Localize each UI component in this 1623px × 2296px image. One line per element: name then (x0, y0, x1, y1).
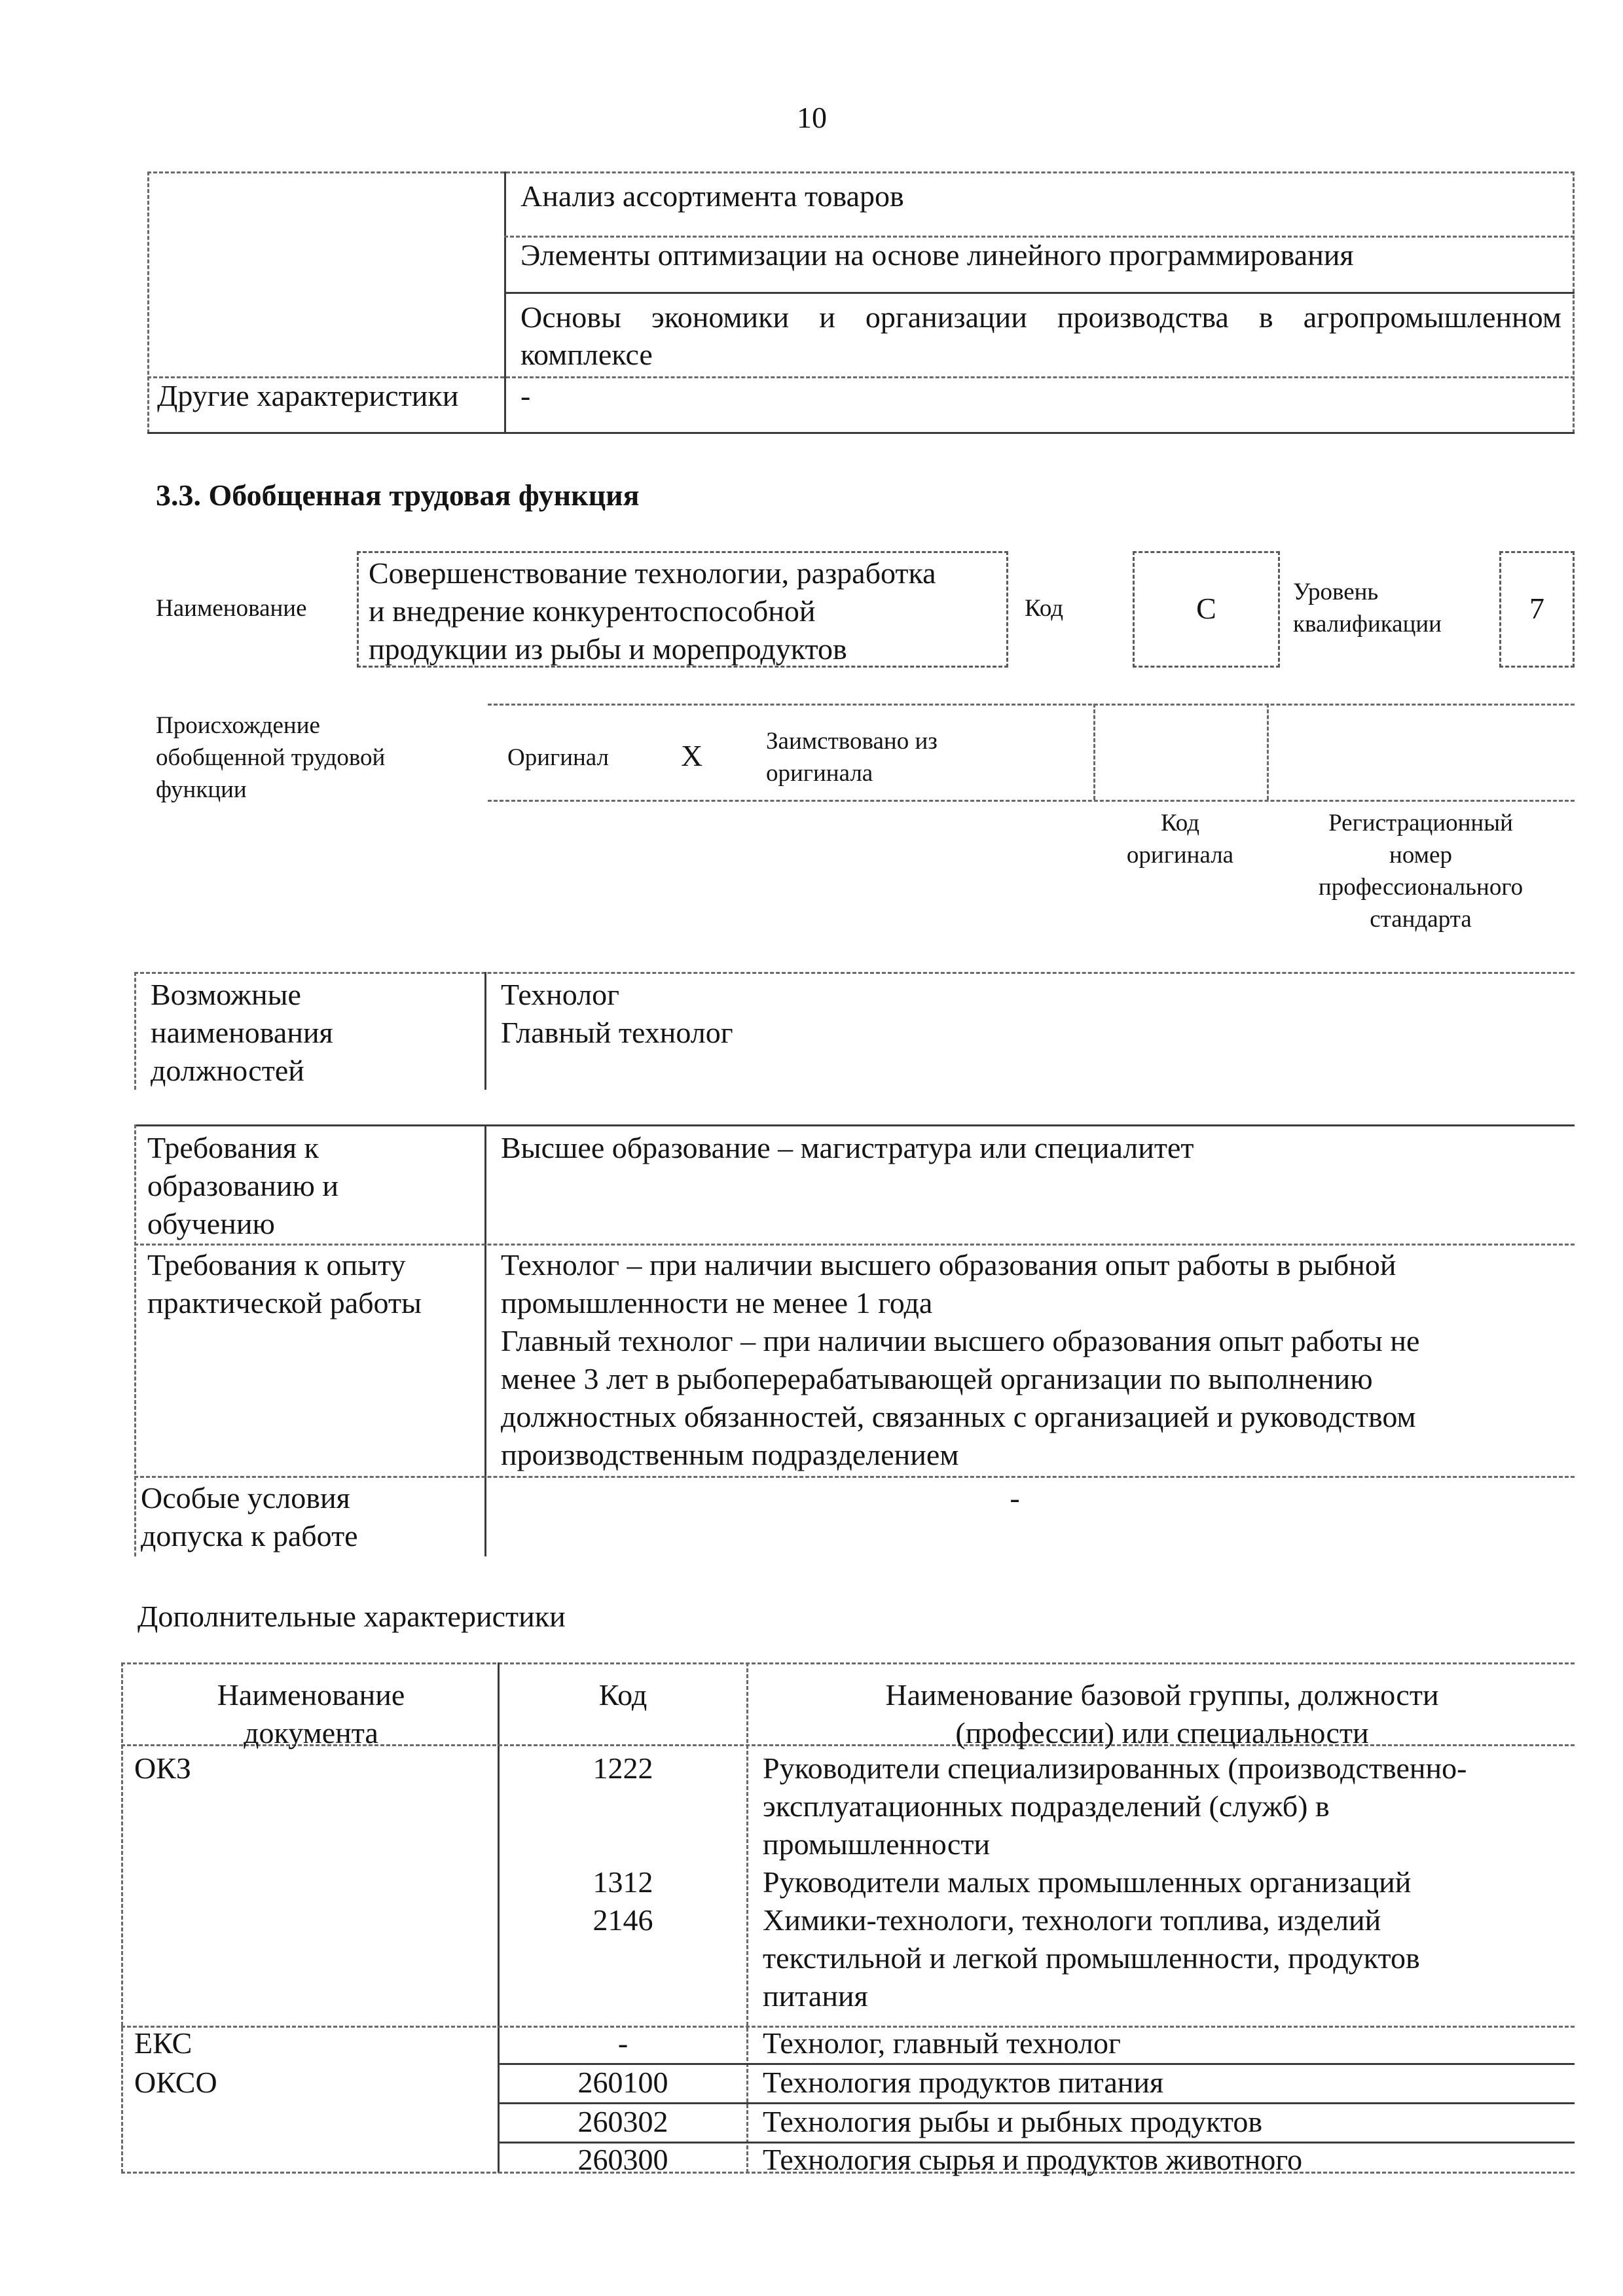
col-doc-header-2: документа (244, 1716, 378, 1749)
code-original-label-2: оригинала (1126, 842, 1234, 869)
code-value: С (1196, 592, 1216, 625)
top-row-3-cont: комплексе (520, 338, 653, 371)
col-doc-header-1: Наименование (217, 1678, 405, 1712)
row-doc: ЕКС (134, 2026, 192, 2060)
special-value: - (1010, 1481, 1020, 1515)
row-name-line: Химики-технологи, технологи топлива, изделий (763, 1903, 1381, 1937)
row-name-line: текстильной и легкой промышленности, продуктов (763, 1941, 1420, 1975)
position-1: Технолог (501, 978, 619, 1011)
position-2: Главный технолог (501, 1016, 733, 1049)
reg-number-label-2: номер (1389, 842, 1452, 869)
education-value: Высшее образование – магистратура или специалитет (501, 1131, 1194, 1164)
row-code: 260302 (577, 2105, 668, 2138)
education-label-3: обучению (147, 1207, 275, 1240)
col-name-header-1: Наименование базовой группы, должности (885, 1678, 1439, 1712)
row-name-line: Руководители малых промышленных организаций (763, 1865, 1412, 1899)
section-title: 3.3. Обобщенная трудовая функция (156, 478, 640, 512)
name-line-1: Совершенствование технологии, разработка (369, 556, 936, 590)
special-label-2: допуска к работе (141, 1519, 358, 1552)
row-name-line: эксплуатационных подразделений (служб) в (763, 1789, 1330, 1823)
code-original-label-1: Код (1160, 810, 1200, 836)
borrowed-label-2: оригинала (766, 760, 873, 787)
origin-label-1: Происхождение (156, 712, 320, 739)
row-code: 260100 (577, 2066, 668, 2099)
original-mark: X (681, 739, 703, 772)
positions-label-3: должностей (151, 1054, 304, 1087)
additional-title: Дополнительные характеристики (137, 1600, 566, 1633)
experience-label-2: практической работы (147, 1286, 422, 1319)
experience-line-6: производственным подразделением (501, 1438, 959, 1471)
name-line-3: продукции из рыбы и морепродуктов (369, 632, 847, 666)
positions-label-1: Возможные (151, 978, 301, 1011)
row-name-line: Технолог, главный технолог (763, 2026, 1121, 2060)
experience-line-5: должностных обязанностей, связанных с организацией и руководством (501, 1400, 1416, 1433)
name-label: Наименование (156, 595, 307, 622)
top-row-1: Анализ ассортимента товаров (520, 179, 904, 213)
level-value: 7 (1529, 592, 1544, 625)
row-name-line: Технология сырья и продуктов животного (763, 2143, 1303, 2176)
col-name-header-2: (профессии) или специальности (955, 1716, 1369, 1749)
other-characteristics-label: Другие характеристики (157, 379, 459, 412)
experience-line-3: Главный технолог – при наличии высшего образования опыт работы не (501, 1324, 1420, 1357)
top-row-3: Основы экономики и организации производства в агропромышленном (520, 300, 1561, 334)
origin-label-3: функции (156, 776, 247, 803)
row-name-line: промышленности (763, 1827, 991, 1861)
experience-label-1: Требования к опыту (147, 1248, 406, 1282)
row-code: - (617, 2026, 629, 2060)
original-label: Оригинал (507, 744, 610, 771)
page-number: 10 (797, 101, 827, 134)
reg-number-label-1: Регистрационный (1328, 810, 1513, 836)
col-code-header: Код (598, 1678, 647, 1712)
experience-line-1: Технолог – при наличии высшего образования опыт работы в рыбной (501, 1248, 1396, 1282)
row-code: 2146 (593, 1903, 653, 1937)
special-label-1: Особые условия (141, 1481, 350, 1515)
level-label-1: Уровень (1293, 579, 1379, 605)
row-name-line: Технология рыбы и рыбных продуктов (763, 2105, 1263, 2138)
other-characteristics-value: - (520, 379, 531, 412)
origin-label-2: обобщенной трудовой (156, 744, 386, 771)
positions-label-2: наименования (151, 1016, 333, 1049)
row-doc: ОКЗ (134, 1751, 191, 1785)
row-name-line: Руководители специализированных (производственно- (763, 1751, 1467, 1785)
name-line-2: и внедрение конкурентоспособной (369, 594, 816, 628)
row-name-line: питания (763, 1979, 868, 2013)
row-doc: ОКСО (134, 2066, 217, 2099)
row-code: 260300 (577, 2143, 668, 2176)
reg-number-label-4: стандарта (1370, 906, 1472, 933)
level-label-2: квалификации (1293, 611, 1442, 637)
education-label-2: образованию и (147, 1169, 338, 1202)
row-code: 1312 (593, 1865, 653, 1899)
code-label: Код (1025, 595, 1064, 622)
borrowed-label-1: Заимствовано из (766, 728, 938, 755)
experience-line-2: промышленности не менее 1 года (501, 1286, 933, 1319)
row-name-line: Технология продуктов питания (763, 2066, 1164, 2099)
reg-number-label-3: профессионального (1318, 874, 1523, 901)
top-row-2: Элементы оптимизации на основе линейного программирования (520, 238, 1354, 272)
row-code: 1222 (593, 1751, 653, 1785)
education-label-1: Требования к (147, 1131, 319, 1164)
experience-line-4: менее 3 лет в рыбоперерабатывающей организации по выполнению (501, 1362, 1373, 1395)
